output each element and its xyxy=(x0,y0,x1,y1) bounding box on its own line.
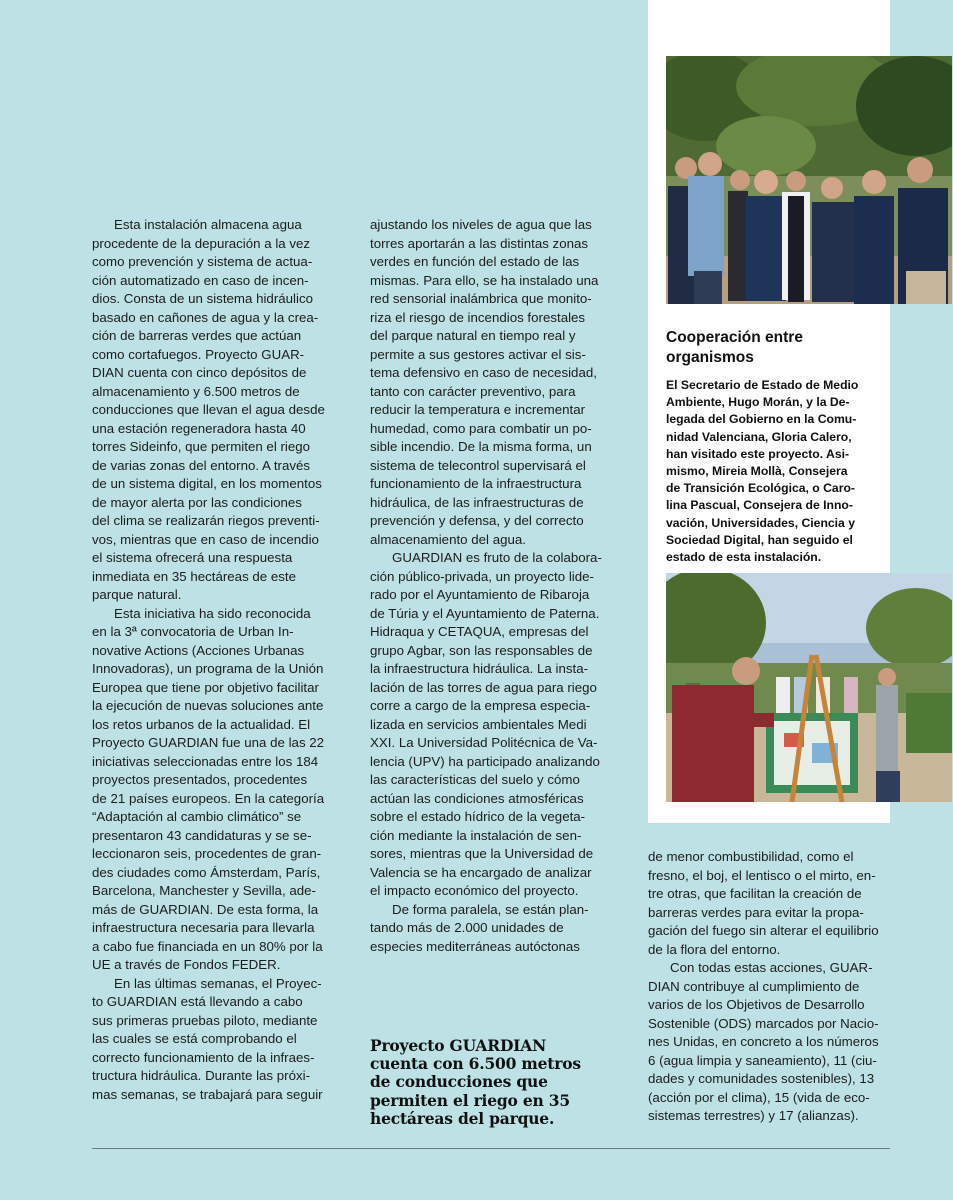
body-line: Esta iniciativa ha sido reconocida xyxy=(114,605,311,621)
pull-quote-line: Proyecto GUARDIAN xyxy=(370,1036,547,1055)
body-line: almacenamiento del agua. xyxy=(370,531,526,547)
body-line: red sensorial inalámbrica que monito- xyxy=(370,291,592,306)
body-line: prevención y defensa, y del correcto xyxy=(370,513,584,528)
body-line: los retos urbanos de la actualidad. El xyxy=(92,716,311,732)
body-line: leccionaron seis, procedentes de gran- xyxy=(92,846,322,861)
body-line: ción automatizado en caso de incen- xyxy=(92,272,309,288)
caption-line: Sociedad Digital, han seguido el xyxy=(666,532,853,547)
body-line: ción público-privada, un proyecto lide- xyxy=(370,568,594,584)
body-line: de varias zonas del entorno. A través xyxy=(92,457,311,473)
body-line: nes Unidas, en concreto a los números xyxy=(648,1034,879,1049)
body-line: actúan las condiciones atmosféricas xyxy=(370,790,584,806)
body-line: de menor combustibilidad, como el xyxy=(648,849,854,864)
body-line: torres aportarán a las distintas zonas xyxy=(370,235,589,251)
body-line: Europea que tiene por objetivo facilitar xyxy=(92,679,319,695)
body-line: más de GUARDIAN. De esta forma, la xyxy=(92,901,319,917)
body-line: procedente de la depuración a la vez xyxy=(92,235,311,251)
body-line: a cabo fue financiada en un 80% por la xyxy=(92,938,323,954)
caption-line: mismo, Mireia Mollà, Consejera xyxy=(666,464,848,479)
body-line: en la 3ª convocatoria de Urban In- xyxy=(92,624,294,639)
body-line: correcto funcionamiento de la infraes- xyxy=(92,1049,315,1065)
body-line: sible incendio. De la misma forma, un xyxy=(370,439,592,454)
body-line: XXI. La Universidad Politécnica de Va- xyxy=(370,735,598,750)
body-line: torres Sideinfo, que permiten el riego xyxy=(92,439,311,454)
body-line: 6 (agua limpia y saneamiento), 11 (ciu- xyxy=(648,1052,877,1068)
body-line: de un sistema digital, en los momentos xyxy=(92,476,322,491)
body-line: iniciativas seleccionadas entre los 184 xyxy=(92,753,319,769)
body-line: mas semanas, se trabajará para seguir xyxy=(92,1086,323,1102)
body-line: GUARDIAN es fruto de la colabora- xyxy=(392,550,602,565)
body-line: DIAN contribuye al cumplimiento de xyxy=(648,978,860,994)
caption-title-line: Cooperación entre xyxy=(666,329,803,346)
body-line: dades y comunidades sostenibles), 13 xyxy=(648,1071,875,1086)
pull-quote-line: permiten el riego en 35 xyxy=(370,1090,570,1110)
body-line: como cortafuegos. Proyecto GUAR- xyxy=(92,346,305,362)
body-line: novative Actions (Acciones Urbanas xyxy=(92,642,305,658)
body-line: conducciones que llevan el agua desde xyxy=(92,402,325,417)
photo-caption xyxy=(666,377,876,566)
body-line: tema defensivo en caso de necesidad, xyxy=(370,365,597,380)
body-line: funcionamiento de la infraestructura xyxy=(370,476,582,491)
caption-line: legada del Gobierno en la Comu- xyxy=(666,412,857,427)
body-line: verdes en función del estado de las xyxy=(370,254,580,269)
caption-line: nidad Valenciana, Gloria Calero, xyxy=(666,429,852,444)
caption-line: de Transición Ecológica, o Caro- xyxy=(666,481,855,496)
body-line: grupo Agbar, son las responsables de xyxy=(370,642,593,658)
body-line: Con todas estas acciones, GUAR- xyxy=(670,960,873,975)
caption-title-line: organismos xyxy=(666,349,754,366)
body-line: tando más de 2.000 unidades de xyxy=(370,920,564,935)
article-column-2 xyxy=(370,216,610,956)
body-line: sores, mientras que la Universidad de xyxy=(370,846,594,861)
body-line: Sostenible (ODS) marcados por Nacio- xyxy=(648,1015,879,1031)
body-line: de la flora del entorno. xyxy=(648,941,781,957)
pull-quote-line: cuenta con 6.500 metros xyxy=(370,1054,581,1074)
body-line: una estación regeneradora hasta 40 xyxy=(92,420,306,436)
body-line: de 21 países europeos. En la categoría xyxy=(92,790,325,806)
body-line: barreras verdes para evitar la propa- xyxy=(648,904,864,920)
body-line: humedad, como para combatir un po- xyxy=(370,420,592,436)
body-line: la infraestructura hidráulica. La insta- xyxy=(370,661,589,676)
body-line: presentaron 43 candidaturas y se se- xyxy=(92,827,312,843)
body-line: gación del fuego sin alterar el equilibrio xyxy=(648,923,879,938)
body-line: la ejecución de nuevas soluciones ante xyxy=(92,698,324,713)
body-line: especies mediterráneas autóctonas xyxy=(370,938,580,954)
body-line: fresno, el boj, el lentisco o el mirto, en- xyxy=(648,867,876,883)
caption-line: vación, Universidades, Ciencia y xyxy=(666,515,855,530)
body-line: parque natural. xyxy=(92,587,182,602)
body-line: de Túria y el Ayuntamiento de Paterna. xyxy=(370,605,600,621)
body-line: de mayor alerta por las condiciones xyxy=(92,494,302,510)
body-line: el impacto económico del proyecto. xyxy=(370,883,579,898)
body-line: to GUARDIAN está llevando a cabo xyxy=(92,994,303,1009)
body-line: rado por el Ayuntamiento de Ribaroja xyxy=(370,587,590,602)
body-line: corre a cargo de la empresa especia- xyxy=(370,698,591,713)
body-line: UE a través de Fondos FEDER. xyxy=(92,957,281,972)
body-line: lencia (UPV) ha participado analizando xyxy=(370,753,600,769)
body-line: vos, mientras que en caso de incendio xyxy=(92,531,319,547)
caption-title xyxy=(666,328,876,368)
bottom-divider xyxy=(92,1148,890,1149)
body-line: varios de los Objetivos de Desarrollo xyxy=(648,997,865,1012)
body-line: las cuales se está comprobando el xyxy=(92,1031,297,1046)
body-line: des ciudades como Ámsterdam, París, xyxy=(92,864,321,880)
body-line: hidráulica, de las infraestructuras de xyxy=(370,494,584,510)
easel-presentation-photo xyxy=(666,573,952,802)
body-line: dios. Consta de un sistema hidráulico xyxy=(92,291,313,306)
body-line: lación de las torres de agua para riego xyxy=(370,679,597,695)
body-line: sistema de telecontrol supervisará el xyxy=(370,457,586,473)
pull-quote-line: hectáreas del parque. xyxy=(370,1108,555,1128)
caption-line: El Secretario de Estado de Medio xyxy=(666,378,859,392)
body-line: del clima se realizarán riegos preventi- xyxy=(92,513,320,528)
article-column-3 xyxy=(648,848,890,1126)
pull-quote-line: de conducciones que xyxy=(370,1072,548,1092)
body-line: (acción por el clima), 15 (vida de eco- xyxy=(648,1089,870,1105)
body-line: tre otras, que facilitan la creación de xyxy=(648,886,862,901)
body-line: En las últimas semanas, el Proyec- xyxy=(114,975,322,991)
body-line: “Adaptación al cambio climático” se xyxy=(92,809,302,824)
body-line: ción de barreras verdes que actúan xyxy=(92,328,302,343)
pull-quote xyxy=(370,1037,610,1128)
caption-line: lina Pascual, Consejera de Inno- xyxy=(666,498,853,513)
body-line: sus primeras pruebas piloto, mediante xyxy=(92,1012,318,1028)
body-line: como prevención y sistema de actua- xyxy=(92,254,313,269)
body-line: Esta instalación almacena agua xyxy=(114,217,302,232)
officials-group-photo xyxy=(666,56,952,304)
body-line: reducir la temperatura e incrementar xyxy=(370,402,586,417)
body-line: tanto con carácter preventivo, para xyxy=(370,383,576,399)
body-line: infraestructura necesaria para llevarla xyxy=(92,920,315,935)
body-line: ajustando los niveles de agua que las xyxy=(370,217,592,232)
caption-line: estado de esta instalación. xyxy=(666,550,822,565)
body-line: el sistema ofrecerá una respuesta xyxy=(92,550,293,565)
body-line: almacenamiento y 6.500 metros de xyxy=(92,383,300,399)
body-line: lizada en servicios ambientales Medi xyxy=(370,716,587,732)
body-line: Innovadoras), un programa de la Unión xyxy=(92,661,324,676)
body-line: DIAN cuenta con cinco depósitos de xyxy=(92,365,307,380)
caption-line: han visitado este proyecto. Asi- xyxy=(666,446,850,461)
body-line: riza el riesgo de incendios forestales xyxy=(370,309,586,325)
body-line: inmediata en 35 hectáreas de este xyxy=(92,568,297,584)
body-line: tructura hidráulica. Durante las próxi- xyxy=(92,1068,311,1083)
article-column-1 xyxy=(92,216,340,1104)
body-line: proyectos presentados, procedentes xyxy=(92,772,308,787)
body-line: las características del suelo y cómo xyxy=(370,772,580,787)
body-line: Valencia se ha encargado de analizar xyxy=(370,864,592,880)
body-line: Proyecto GUARDIAN fue una de las 22 xyxy=(92,735,325,750)
body-line: del parque natural en tiempo real y xyxy=(370,328,576,343)
body-line: sobre el estado hídrico de la vegeta- xyxy=(370,809,586,824)
body-line: basado en cañones de agua y la crea- xyxy=(92,309,319,325)
body-line: sistemas terrestres) y 17 (alianzas). xyxy=(648,1108,859,1123)
body-line: ción mediante la instalación de sen- xyxy=(370,827,582,843)
body-line: permite a sus gestores activar el sis- xyxy=(370,346,586,362)
body-line: De forma paralela, se están plan- xyxy=(392,901,589,917)
body-line: Barcelona, Manchester y Sevilla, ade- xyxy=(92,883,316,898)
body-line: mismas. Para ello, se ha instalado una xyxy=(370,272,599,288)
caption-line: Ambiente, Hugo Morán, y la De- xyxy=(666,395,850,410)
body-line: Hidraqua y CETAQUA, empresas del xyxy=(370,624,589,639)
